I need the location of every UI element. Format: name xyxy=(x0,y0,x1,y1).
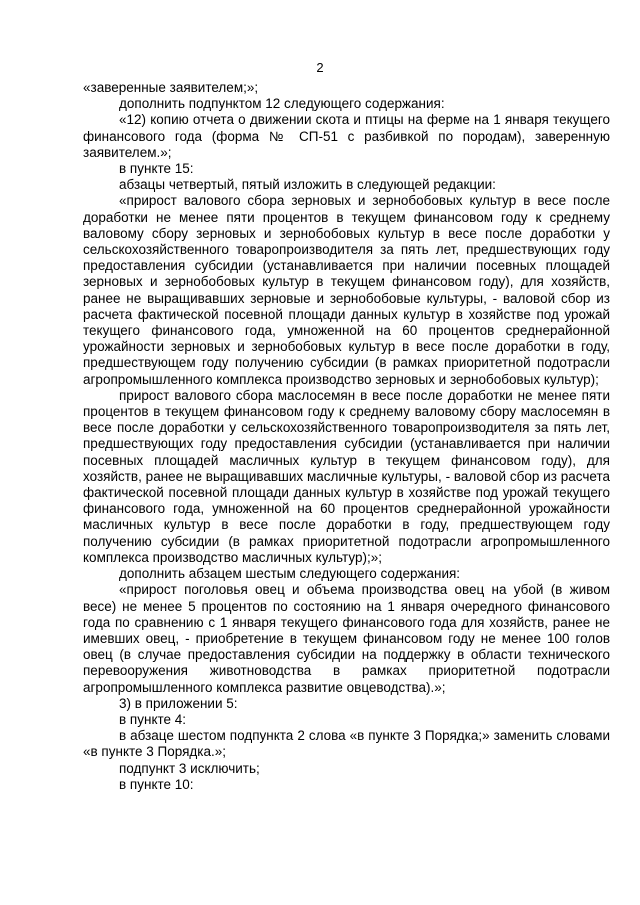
paragraph: в пункте 15: xyxy=(119,161,194,177)
paragraph: прирост валового сбора маслосемян в весе после доработки не менее пяти процентов в текущем финансовом году к среднему валовому сбору маслосемян в весе после доработки у сельскохозяйственного товаропроизводителя за пять лет, предшествующих году предоставления субсидии (устанавливается при наличии посевных площадей масличных культур в текущем финансовом году), для хозяйств, ранее не выращивавших масличные культуры, - валовой сбор из расчета фактической посевной площади данных культур в хозяйстве под урожай текущего финансового года, умноженной на 60 процентов среднерайонной урожайности масличных культур в весе после доработки в году, предшествующем году получению субсидии (в рамках приоритетной подотрасли агропромышленного комплекса производство масличных культур);»; xyxy=(83,387,610,565)
paragraph: «заверенные заявителем;»; xyxy=(83,80,259,95)
paragraph: «прирост поголовья овец и объема производства овец на убой (в живом весе) не менее 5 процентов по состоянию на 1 января очередного финансового года по сравнению с 1 января текущего финансового года для хозяйств, ранее не имевших овец, - приобретение в текущем финансовом году не менее 100 голов овец (в случае предоставления субсидии на поддержку в области технического перевооружения животноводства в рамках приоритетной подотрасли агропромышленного комплекса развитие овцеводства).»; xyxy=(83,582,610,695)
document-body xyxy=(83,80,610,793)
paragraph: «прирост валового сбора зерновых и зернобобовых культур в весе после доработки не менее пяти процентов в текущем финансовом году к среднему валовому сбору зерновых и зернобобовых культур в весе после доработки у сельскохозяйственного товаропроизводителя за пять лет, предшествующих году предоставления субсидии (устанавливается при наличии посевных площадей зерновых и зернобобовых культур в текущем финансовом году), для хозяйств, ранее не выращивавших зерновые и зернобобовые культуры, - валовой сбор из расчета фактической посевной площади данных культур в хозяйстве под урожай текущего финансового года, умноженной на 60 процентов среднерайонной урожайности зерновых и зернобобовых культур в весе после доработки в году, предшествующем году получению субсидии (в рамках приоритетной подотрасли агропромышленного комплекса производство зерновых и зернобобовых культур); xyxy=(83,193,610,387)
page-number: 2 xyxy=(316,60,324,75)
paragraph: дополнить абзацем шестым следующего содержания: xyxy=(119,566,461,582)
paragraph: абзацы четвертый, пятый изложить в следующей редакции: xyxy=(119,177,496,193)
paragraph: в пункте 4: xyxy=(119,711,187,727)
paragraph: подпункт 3 исключить; xyxy=(119,760,260,776)
paragraph: «12) копию отчета о движении скота и птицы на ферме на 1 января текущего финансового года (форма № СП-51 с разбивкой по породам), заверенную заявителем.»; xyxy=(83,112,610,160)
paragraph: дополнить подпунктом 12 следующего содержания: xyxy=(119,96,445,112)
paragraph: в абзаце шестом подпункта 2 слова «в пункте 3 Порядка;» заменить словами «в пункте 3 Порядка.»; xyxy=(83,728,610,760)
paragraph: в пункте 10: xyxy=(119,776,194,792)
paragraph: 3) в приложении 5: xyxy=(119,695,238,711)
